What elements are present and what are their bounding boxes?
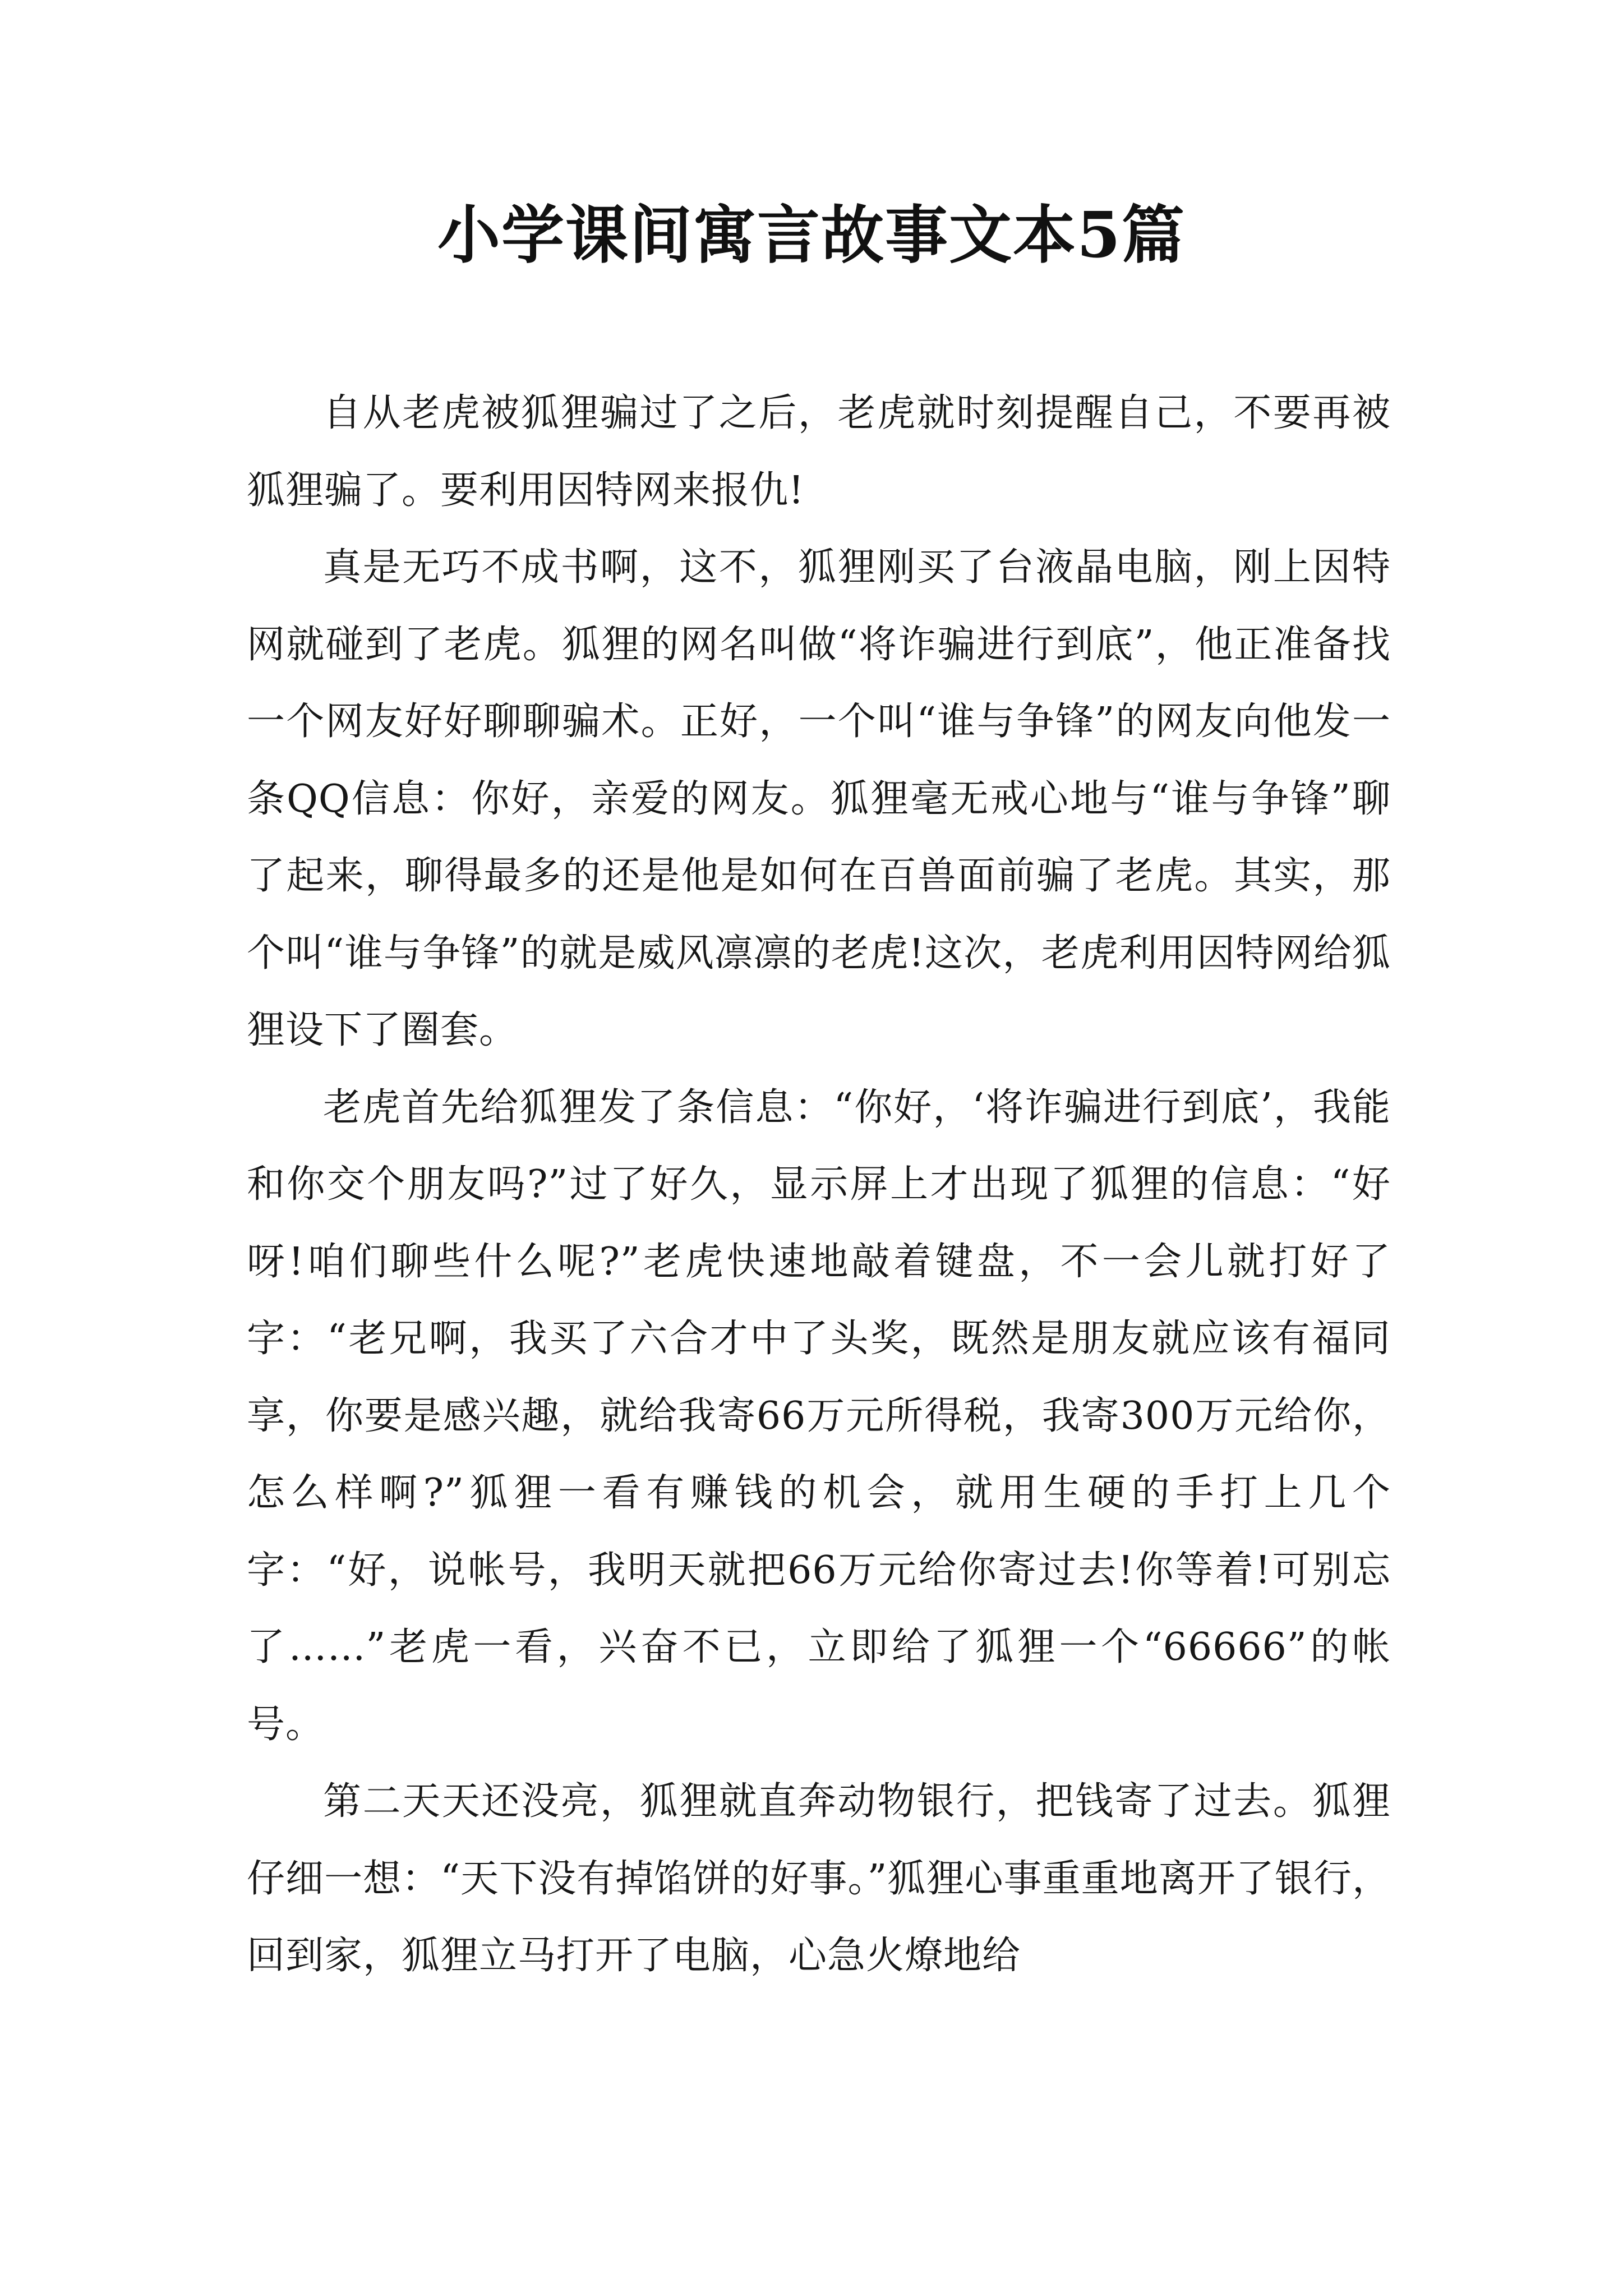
paragraph-1: 自从老虎被狐狸骗过了之后，老虎就时刻提醒自己，不要再被狐狸骗了。要利用因特网来报仇!	[247, 391, 1391, 513]
document-body	[247, 375, 1391, 1995]
document-title: 小学课间寓言故事文本5篇	[437, 199, 1186, 272]
paragraph-4: 第二天天还没亮，狐狸就直奔动物银行，把钱寄了过去。狐狸仔细一想：“天下没有掉馅饼的好事。”狐狸心事重重地离开了银行，回到家，狐狸立马打开了电脑，心急火燎地给	[247, 1779, 1391, 1978]
paragraph-2: 真是无巧不成书啊，这不，狐狸刚买了台液晶电脑，刚上因特网就碰到了老虎。狐狸的网名叫做“将诈骗进行到底”，他正准备找一个网友好好聊聊骗术。正好，一个叫“谁与争锋”的网友向他发一条QQ信息：你好，亲爱的网友。狐狸毫无戒心地与“谁与争锋”聊了起来，聊得最多的还是他是如何在百兽面前骗了老虎。其实，那个叫“谁与争锋”的就是威风凛凛的老虎!这次，老虎利用因特网给狐狸设下了圈套。	[247, 545, 1391, 1052]
paragraph-3: 老虎首先给狐狸发了条信息：“你好，‘将诈骗进行到底’，我能和你交个朋友吗?”过了好久，显示屏上才出现了狐狸的信息：“好呀!咱们聊些什么呢?”老虎快速地敲着键盘，不一会儿就打好了字：“老兄啊，我买了六合才中了头奖，既然是朋友就应该有福同享，你要是感兴趣，就给我寄66万元所得税，我寄300万元给你，怎么样啊?”狐狸一看有赚钱的机会，就用生硬的手打上几个字：“好，说帐号，我明天就把66万元给你寄过去!你等着!可别忘了……”老虎一看，兴奋不已，立即给了狐狸一个“66666”的帐号。	[247, 1085, 1391, 1747]
